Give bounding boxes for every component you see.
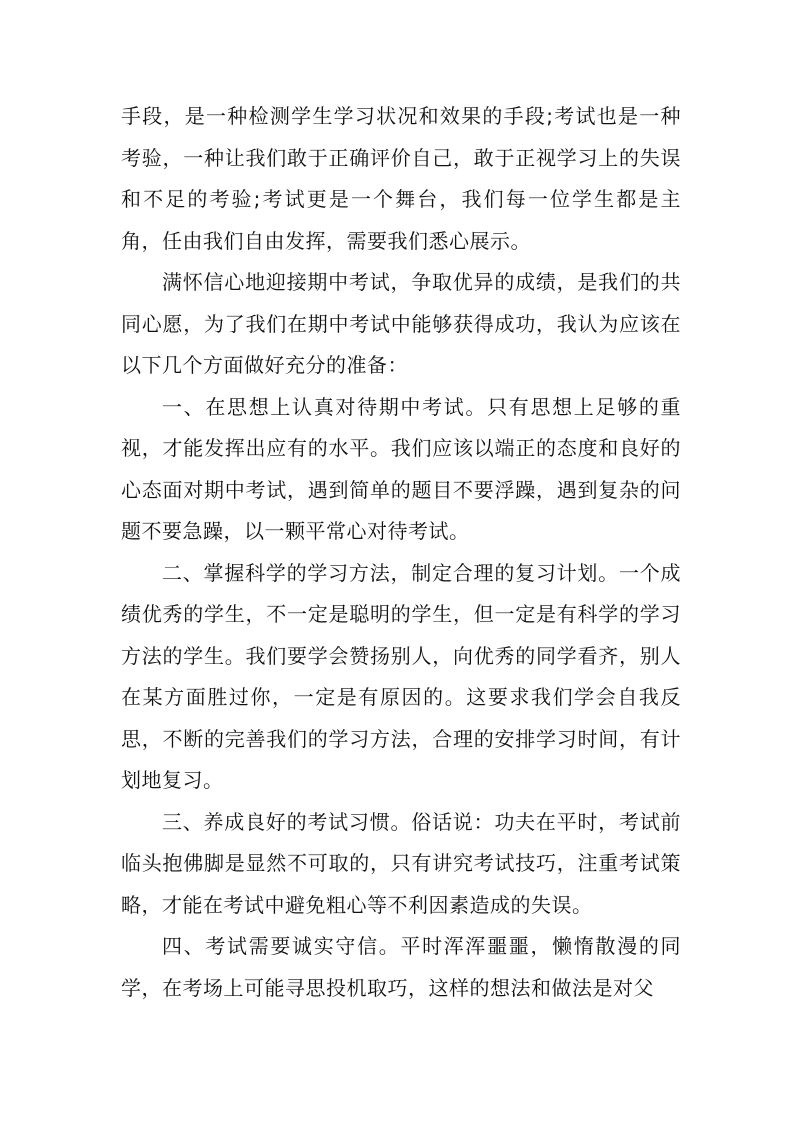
paragraph-3: 一、在思想上认真对待期中考试。只有思想上足够的重视，才能发挥出应有的水平。我们应该以端正的态度和良好的心态面对期中考试，遇到简单的题目不要浮躁，遇到复杂的问题不要急躁，以一颗平常心对待考试。: [121, 394, 681, 543]
paragraph-4: 二、掌握科学的学习方法，制定合理的复习计划。一个成绩优秀的学生，不一定是聪明的学生，但一定是有科学的学习方法的学生。我们要学会赞扬别人，向优秀的同学看齐，别人在某方面胜过你，一定是有原因的。这要求我们学会自我反思，不断的完善我们的学习方法，合理的安排学习时间，有计划地复习。: [121, 560, 681, 792]
document-body: [121, 96, 681, 1009]
paragraph-1: 手段，是一种检测学生学习状况和效果的手段;考试也是一种考验，一种让我们敢于正确评价自己，敢于正视学习上的失误和不足的考验;考试更是一个舞台，我们每一位学生都是主角，任由我们自由发挥，需要我们悉心展示。: [121, 104, 681, 253]
paragraph-6: 四、考试需要诚实守信。平时浑浑噩噩，懒惰散漫的同学，在考场上可能寻思投机取巧，这样的想法和做法是对父: [121, 934, 681, 1000]
paragraph-2: 满怀信心地迎接期中考试，争取优异的成绩，是我们的共同心愿，为了我们在期中考试中能够获得成功，我认为应该在以下几个方面做好充分的准备：: [121, 270, 681, 377]
paragraph-5: 三、养成良好的考试习惯。俗话说：功夫在平时，考试前临头抱佛脚是显然不可取的，只有讲究考试技巧，注重考试策略，才能在考试中避免粗心等不利因素造成的失误。: [121, 809, 681, 917]
